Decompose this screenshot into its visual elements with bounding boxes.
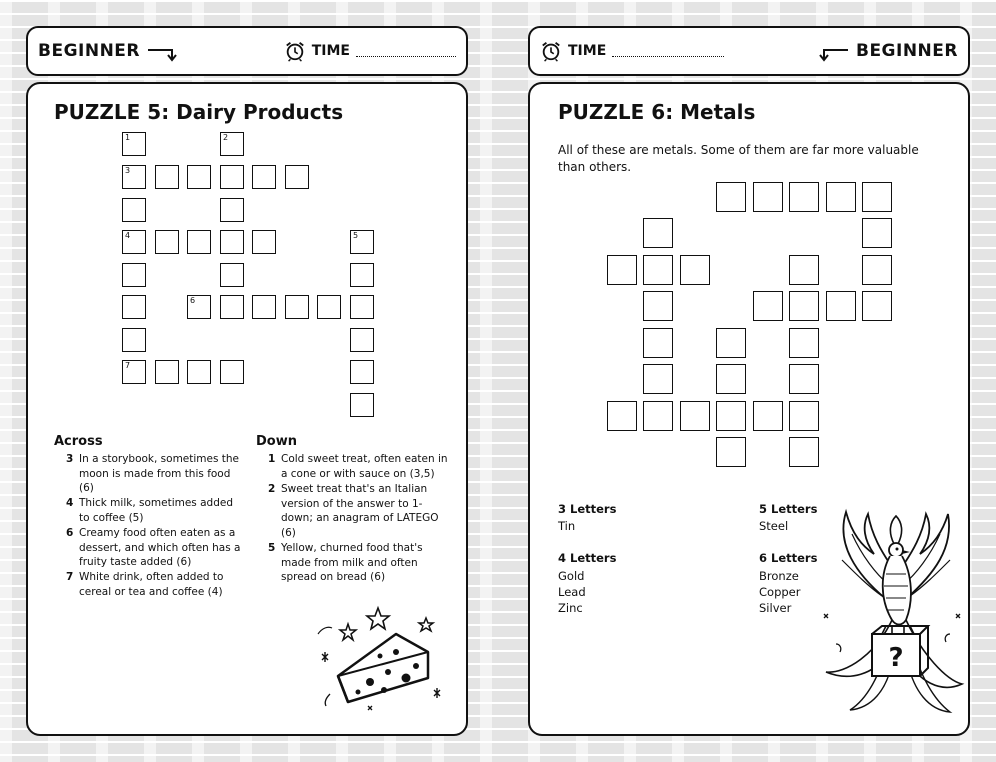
grid-cell[interactable] [187,230,211,254]
grid-cell[interactable] [122,198,146,222]
cell-number: 1 [125,133,131,142]
grid-cell[interactable] [350,230,374,254]
grid-cell[interactable] [220,263,244,287]
grid-cell[interactable] [187,165,211,189]
grid-cell[interactable] [789,291,819,321]
word-list-item: Bronze [759,569,799,583]
grid-cell[interactable] [317,295,341,319]
clue-text: Creamy food often eaten as a dessert, and which often has a fruity taste added (6) [79,527,241,568]
word-list-item: Zinc [558,601,583,615]
left-puzzle-panel [26,82,468,736]
grid-cell[interactable] [826,182,856,212]
word-list-item: Silver [759,601,792,615]
cell-number: 4 [125,231,131,240]
grid-cell[interactable] [122,295,146,319]
word-list-item: Copper [759,585,801,599]
right-header [528,26,970,76]
grid-cell[interactable] [789,437,819,467]
grid-cell[interactable] [155,165,179,189]
grid-cell[interactable] [680,401,710,431]
right-level-label: BEGINNER [855,41,958,61]
across-clue [66,526,246,570]
grid-cell[interactable] [252,295,276,319]
grid-cell[interactable] [220,230,244,254]
grid-cell[interactable] [122,360,146,384]
down-clue [268,452,448,481]
grid-cell[interactable] [716,401,746,431]
box-question-mark: ? [888,643,904,673]
grid-cell[interactable] [753,182,783,212]
left-time-field[interactable] [356,46,456,57]
right-time-field[interactable] [612,46,724,57]
down-heading: Down [256,434,297,449]
grid-cell[interactable] [680,255,710,285]
grid-cell[interactable] [285,165,309,189]
left-time-label: TIME [311,43,350,59]
clue-number: 7 [66,571,74,583]
cell-number: 3 [125,166,131,175]
right-time-label: TIME [568,43,607,59]
word-list-item: Lead [558,585,586,599]
clue-number: 6 [66,527,74,539]
grid-cell[interactable] [753,291,783,321]
across-clue [66,570,246,599]
clue-text: Sweet treat that's an Italian version of the answer to 1-down; an anagram of LATEGO (6) [281,483,439,539]
word-group-heading: 4 Letters [558,551,617,565]
clue-number: 4 [66,497,74,509]
word-list-item: Steel [759,519,789,533]
left-header [26,26,468,76]
grid-cell[interactable] [862,255,892,285]
clue-number: 3 [66,453,74,465]
grid-cell[interactable] [789,328,819,358]
grid-cell[interactable] [350,328,374,352]
puzzle-6-title: PUZZLE 6: Metals [558,100,756,124]
grid-cell[interactable] [716,328,746,358]
phoenix-illustration [816,504,966,724]
clue-text: Cold sweet treat, often eaten in a cone or with sauce on (3,5) [281,453,448,480]
grid-cell[interactable] [607,255,637,285]
grid-cell[interactable] [862,182,892,212]
grid-cell[interactable] [220,360,244,384]
grid-cell[interactable] [155,360,179,384]
grid-cell[interactable] [862,218,892,248]
grid-cell[interactable] [122,230,146,254]
across-heading: Across [54,434,103,449]
grid-cell[interactable] [862,291,892,321]
grid-cell[interactable] [252,165,276,189]
down-clue [268,541,448,585]
grid-cell[interactable] [350,295,374,319]
grid-cell[interactable] [220,132,244,156]
grid-cell[interactable] [789,182,819,212]
grid-cell[interactable] [643,291,673,321]
grid-cell[interactable] [122,165,146,189]
grid-cell[interactable] [252,230,276,254]
clue-text: In a storybook, sometimes the moon is made from this food (6) [79,453,240,494]
grid-cell[interactable] [643,328,673,358]
grid-cell[interactable] [753,401,783,431]
grid-cell[interactable] [826,291,856,321]
puzzle-5-title: PUZZLE 5: Dairy Products [54,100,344,124]
grid-cell[interactable] [122,132,146,156]
grid-cell[interactable] [220,165,244,189]
cell-number: 2 [223,133,229,142]
arrow-down-left-icon [814,40,850,62]
clue-number: 2 [268,483,276,495]
grid-cell[interactable] [716,364,746,394]
grid-cell[interactable] [220,198,244,222]
grid-cell[interactable] [643,218,673,248]
clue-number: 1 [268,453,276,465]
word-group-heading: 3 Letters [558,502,617,516]
down-clue [268,482,448,540]
grid-cell[interactable] [643,401,673,431]
clue-text: White drink, often added to cereal or tea and coffee (4) [79,571,224,598]
grid-cell[interactable] [789,255,819,285]
word-group-heading: 5 Letters [759,502,818,516]
word-list-item: Gold [558,569,585,583]
across-clue [66,452,246,496]
grid-cell[interactable] [350,360,374,384]
grid-cell[interactable] [220,295,244,319]
grid-cell[interactable] [789,401,819,431]
grid-cell[interactable] [643,364,673,394]
right-puzzle-panel [528,82,970,736]
puzzle-6-intro: All of these are metals. Some of them are far more valuable than others. [558,143,919,174]
grid-cell[interactable] [285,295,309,319]
grid-cell[interactable] [350,263,374,287]
grid-cell[interactable] [607,401,637,431]
grid-cell[interactable] [716,437,746,467]
grid-cell[interactable] [716,182,746,212]
cell-number: 6 [190,296,196,305]
grid-cell[interactable] [187,295,211,319]
grid-cell[interactable] [155,230,179,254]
left-level-label: BEGINNER [38,41,141,61]
cheese-illustration [308,594,448,714]
cell-number: 7 [125,361,131,370]
word-list-item: Tin [558,519,576,533]
word-group-heading: 6 Letters [759,551,818,565]
grid-cell[interactable] [187,360,211,384]
across-clue [66,496,246,525]
arrow-down-right-icon [146,40,182,62]
grid-cell[interactable] [643,255,673,285]
grid-cell[interactable] [122,328,146,352]
alarm-clock-icon [284,40,306,62]
grid-cell[interactable] [350,393,374,417]
grid-cell[interactable] [789,364,819,394]
alarm-clock-icon [540,40,562,62]
cell-number: 5 [353,231,359,240]
grid-cell[interactable] [122,263,146,287]
clue-text: Yellow, churned food that's made from milk and often spread on bread (6) [281,542,423,583]
clue-number: 5 [268,542,276,554]
clue-text: Thick milk, sometimes added to coffee (5) [79,497,233,524]
